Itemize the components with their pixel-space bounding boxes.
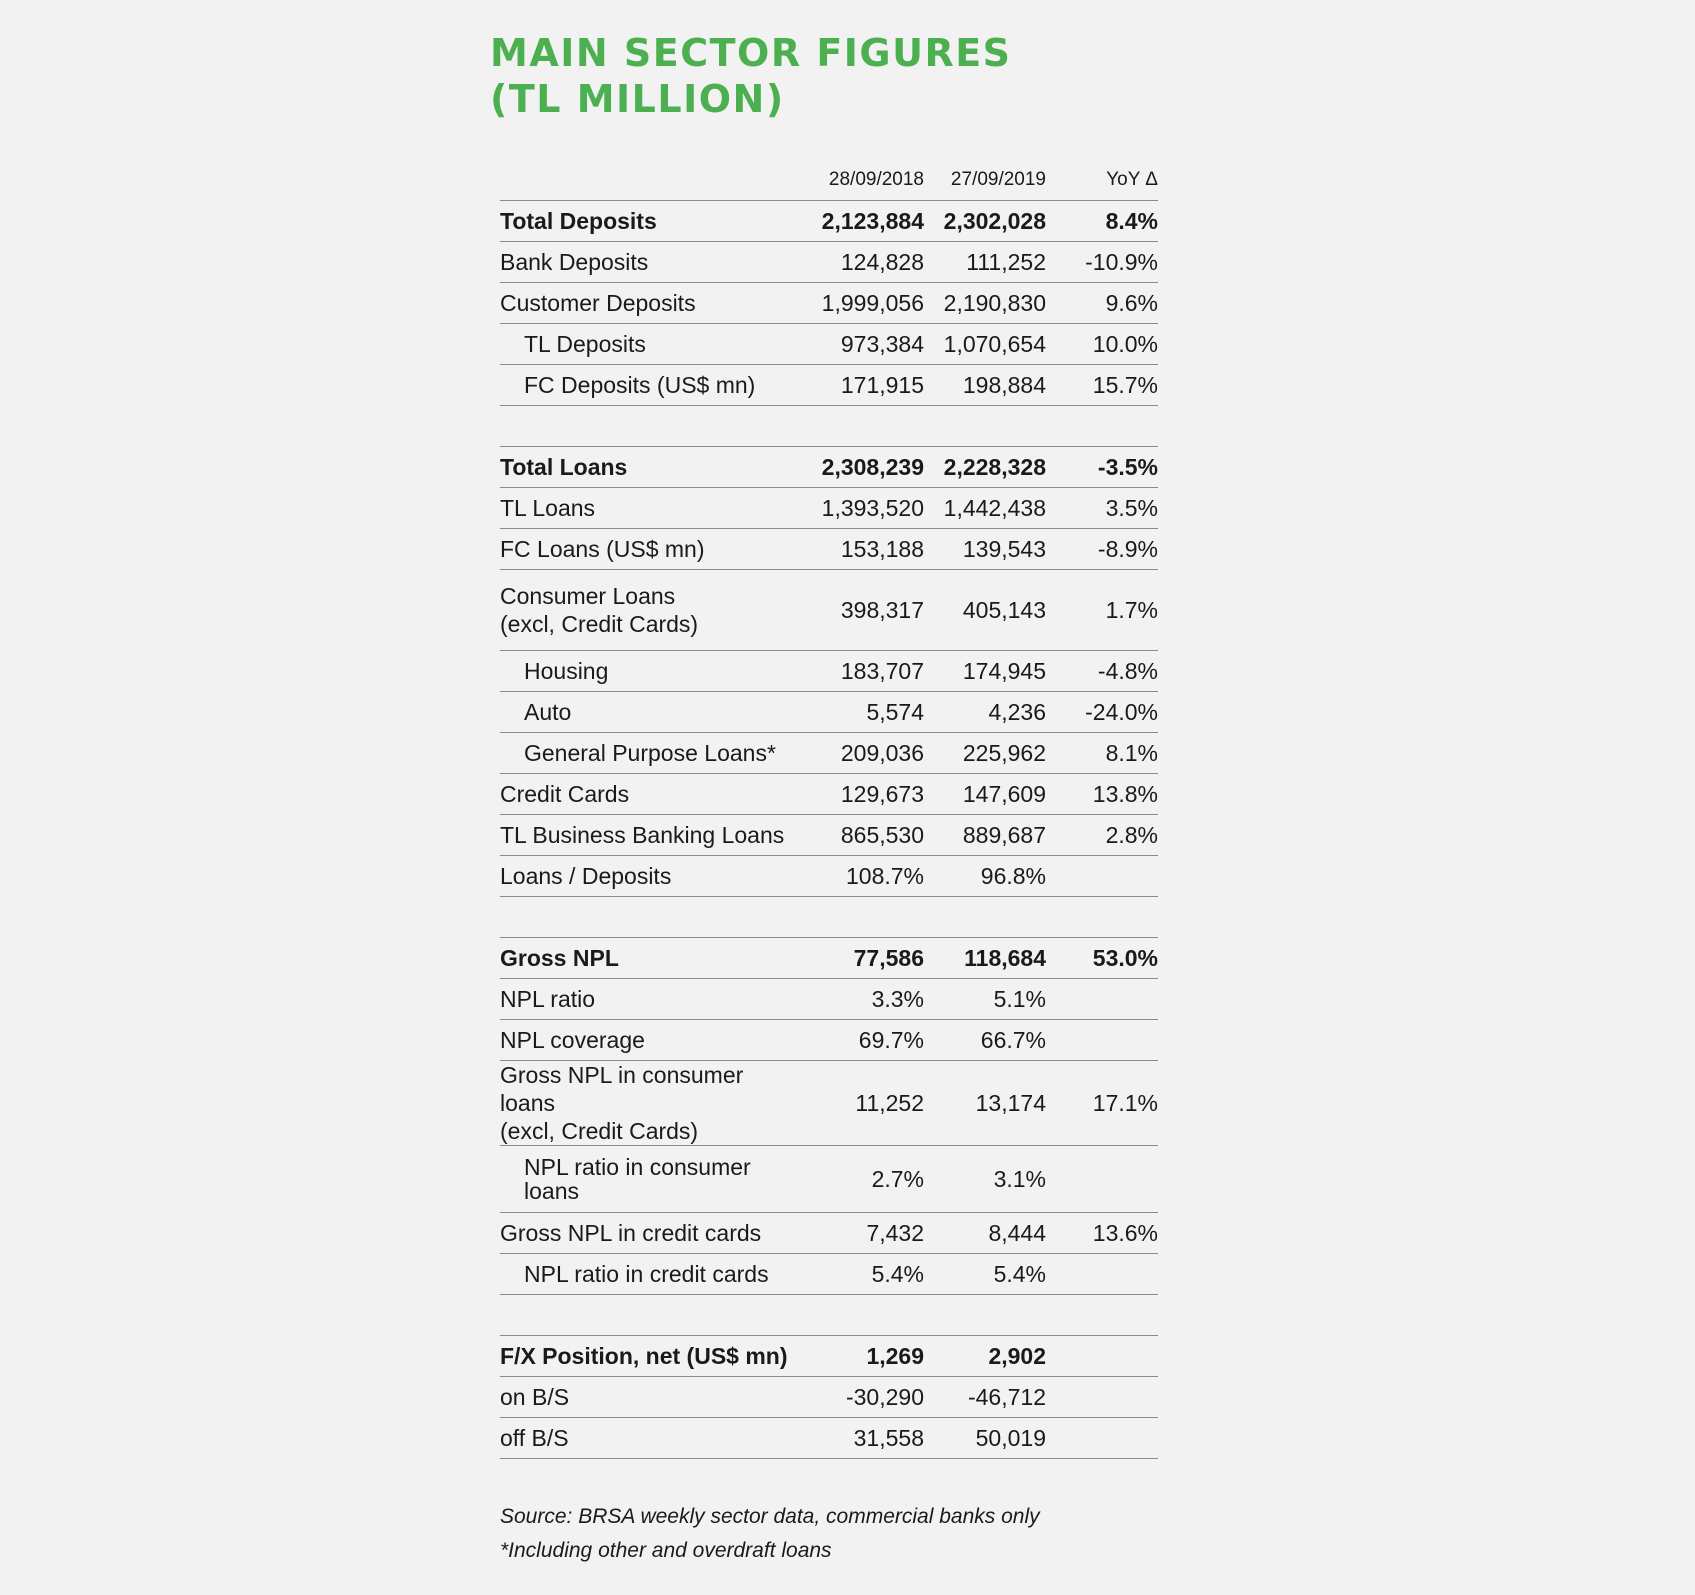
- value-2018: 1,269: [800, 1336, 924, 1377]
- value-2018: 398,317: [800, 570, 924, 651]
- value-2018: 108.7%: [800, 856, 924, 897]
- value-yoy-change: 8.1%: [1046, 733, 1158, 774]
- value-2018: 2.7%: [800, 1146, 924, 1213]
- value-yoy-change: 9.6%: [1046, 283, 1158, 324]
- header-2018-column: 28/09/2018: [800, 160, 924, 201]
- value-yoy-change: 53.0%: [1046, 938, 1158, 979]
- spacer-cell: [500, 406, 1158, 447]
- value-2018: 1,999,056: [800, 283, 924, 324]
- header-label-column: [500, 160, 800, 201]
- table-body: [500, 201, 1158, 1459]
- value-2019: 147,609: [924, 774, 1046, 815]
- row-label: TL Deposits: [500, 324, 800, 365]
- value-2018: 3.3%: [800, 979, 924, 1020]
- row-label: FC Loans (US$ mn): [500, 529, 800, 570]
- value-yoy-change: 15.7%: [1046, 365, 1158, 406]
- value-2018: 124,828: [800, 242, 924, 283]
- value-2019: 225,962: [924, 733, 1046, 774]
- value-2018: 171,915: [800, 365, 924, 406]
- value-2018: 11,252: [800, 1061, 924, 1146]
- value-2019: 174,945: [924, 651, 1046, 692]
- table-row: [500, 856, 1158, 897]
- value-2019: 13,174: [924, 1061, 1046, 1146]
- row-label: Bank Deposits: [500, 242, 800, 283]
- value-2018: 31,558: [800, 1418, 924, 1459]
- value-yoy-change: [1046, 979, 1158, 1020]
- table-row: [500, 283, 1158, 324]
- value-2019: 5.4%: [924, 1254, 1046, 1295]
- row-label: Gross NPL in credit cards: [500, 1213, 800, 1254]
- table-row: [500, 774, 1158, 815]
- value-yoy-change: [1046, 1146, 1158, 1213]
- value-2019: 111,252: [924, 242, 1046, 283]
- value-2019: 405,143: [924, 570, 1046, 651]
- value-2019: 118,684: [924, 938, 1046, 979]
- value-yoy-change: 17.1%: [1046, 1061, 1158, 1146]
- source-note: Source: BRSA weekly sector data, commercial banks only: [500, 1505, 1040, 1528]
- footnotes: [500, 1500, 1040, 1568]
- value-2018: 973,384: [800, 324, 924, 365]
- table-row: [500, 938, 1158, 979]
- row-label: Total Deposits: [500, 201, 800, 242]
- value-yoy-change: [1046, 856, 1158, 897]
- value-2018: -30,290: [800, 1377, 924, 1418]
- value-2019: 198,884: [924, 365, 1046, 406]
- sector-figures-table: [500, 160, 1158, 1459]
- value-2018: 5,574: [800, 692, 924, 733]
- header-2019-column: 27/09/2019: [924, 160, 1046, 201]
- value-2019: -46,712: [924, 1377, 1046, 1418]
- value-2019: 1,442,438: [924, 488, 1046, 529]
- section-spacer: [500, 897, 1158, 938]
- spacer-cell: [500, 1295, 1158, 1336]
- value-yoy-change: 13.8%: [1046, 774, 1158, 815]
- value-yoy-change: -10.9%: [1046, 242, 1158, 283]
- value-2019: 4,236: [924, 692, 1046, 733]
- value-2019: 2,302,028: [924, 201, 1046, 242]
- value-2019: 3.1%: [924, 1146, 1046, 1213]
- row-label: Total Loans: [500, 447, 800, 488]
- value-yoy-change: 10.0%: [1046, 324, 1158, 365]
- value-2018: 2,308,239: [800, 447, 924, 488]
- value-2018: 129,673: [800, 774, 924, 815]
- value-2019: 2,190,830: [924, 283, 1046, 324]
- value-2019: 139,543: [924, 529, 1046, 570]
- table-row: [500, 733, 1158, 774]
- section-spacer: [500, 1295, 1158, 1336]
- row-label: off B/S: [500, 1418, 800, 1459]
- row-label: FC Deposits (US$ mn): [500, 365, 800, 406]
- value-yoy-change: -8.9%: [1046, 529, 1158, 570]
- table-row: [500, 815, 1158, 856]
- row-label: Credit Cards: [500, 774, 800, 815]
- table-row: [500, 1418, 1158, 1459]
- value-yoy-change: [1046, 1418, 1158, 1459]
- value-2018: 77,586: [800, 938, 924, 979]
- value-yoy-change: [1046, 1020, 1158, 1061]
- row-label: NPL ratio: [500, 979, 800, 1020]
- row-label: Housing: [500, 651, 800, 692]
- row-label: NPL coverage: [500, 1020, 800, 1061]
- value-2019: 2,902: [924, 1336, 1046, 1377]
- value-2018: 183,707: [800, 651, 924, 692]
- value-2019: 50,019: [924, 1418, 1046, 1459]
- section-spacer: [500, 406, 1158, 447]
- value-yoy-change: [1046, 1377, 1158, 1418]
- value-yoy-change: [1046, 1254, 1158, 1295]
- value-yoy-change: -24.0%: [1046, 692, 1158, 733]
- table-row: [500, 201, 1158, 242]
- value-2019: 96.8%: [924, 856, 1046, 897]
- value-2019: 8,444: [924, 1213, 1046, 1254]
- table-row: [500, 1146, 1158, 1213]
- row-label: Auto: [500, 692, 800, 733]
- row-label: F/X Position, net (US$ mn): [500, 1336, 800, 1377]
- value-yoy-change: -3.5%: [1046, 447, 1158, 488]
- table-row: [500, 570, 1158, 651]
- table-row: [500, 979, 1158, 1020]
- row-label: Loans / Deposits: [500, 856, 800, 897]
- table-row: [500, 692, 1158, 733]
- table-row: [500, 529, 1158, 570]
- table-row: [500, 1213, 1158, 1254]
- table-row: [500, 1336, 1158, 1377]
- row-label: NPL ratio in consumer loans: [500, 1146, 800, 1213]
- value-2019: 2,228,328: [924, 447, 1046, 488]
- row-label: General Purpose Loans*: [500, 733, 800, 774]
- table-row: [500, 1254, 1158, 1295]
- value-2018: 69.7%: [800, 1020, 924, 1061]
- table-row: [500, 1020, 1158, 1061]
- value-2018: 865,530: [800, 815, 924, 856]
- page-title: MAIN SECTOR FIGURES (TL MILLION): [490, 31, 1012, 121]
- value-2018: 1,393,520: [800, 488, 924, 529]
- header-yoy-column: YoY Δ: [1046, 160, 1158, 201]
- value-yoy-change: 8.4%: [1046, 201, 1158, 242]
- row-label: TL Loans: [500, 488, 800, 529]
- table-row: [500, 324, 1158, 365]
- value-2018: 153,188: [800, 529, 924, 570]
- value-2019: 5.1%: [924, 979, 1046, 1020]
- row-label: on B/S: [500, 1377, 800, 1418]
- value-yoy-change: 3.5%: [1046, 488, 1158, 529]
- table-row: [500, 242, 1158, 283]
- table-row: [500, 1061, 1158, 1146]
- table-row: [500, 1377, 1158, 1418]
- row-label: Consumer Loans (excl, Credit Cards): [500, 570, 800, 651]
- value-2018: 7,432: [800, 1213, 924, 1254]
- table-header-row: [500, 160, 1158, 201]
- value-2018: 2,123,884: [800, 201, 924, 242]
- table-row: [500, 447, 1158, 488]
- value-2018: 5.4%: [800, 1254, 924, 1295]
- value-2019: 66.7%: [924, 1020, 1046, 1061]
- value-yoy-change: 2.8%: [1046, 815, 1158, 856]
- table-row: [500, 365, 1158, 406]
- value-2019: 889,687: [924, 815, 1046, 856]
- row-label: Gross NPL in consumer loans (excl, Credit Cards): [500, 1061, 800, 1146]
- loans-footnote: *Including other and overdraft loans: [500, 1539, 832, 1562]
- row-label: NPL ratio in credit cards: [500, 1254, 800, 1295]
- value-yoy-change: [1046, 1336, 1158, 1377]
- row-label: Customer Deposits: [500, 283, 800, 324]
- value-yoy-change: 1.7%: [1046, 570, 1158, 651]
- value-yoy-change: 13.6%: [1046, 1213, 1158, 1254]
- row-label: TL Business Banking Loans: [500, 815, 800, 856]
- row-label: Gross NPL: [500, 938, 800, 979]
- sector-figures-table-container: [500, 160, 1158, 1459]
- value-yoy-change: -4.8%: [1046, 651, 1158, 692]
- table-row: [500, 488, 1158, 529]
- table-row: [500, 651, 1158, 692]
- value-2019: 1,070,654: [924, 324, 1046, 365]
- spacer-cell: [500, 897, 1158, 938]
- value-2018: 209,036: [800, 733, 924, 774]
